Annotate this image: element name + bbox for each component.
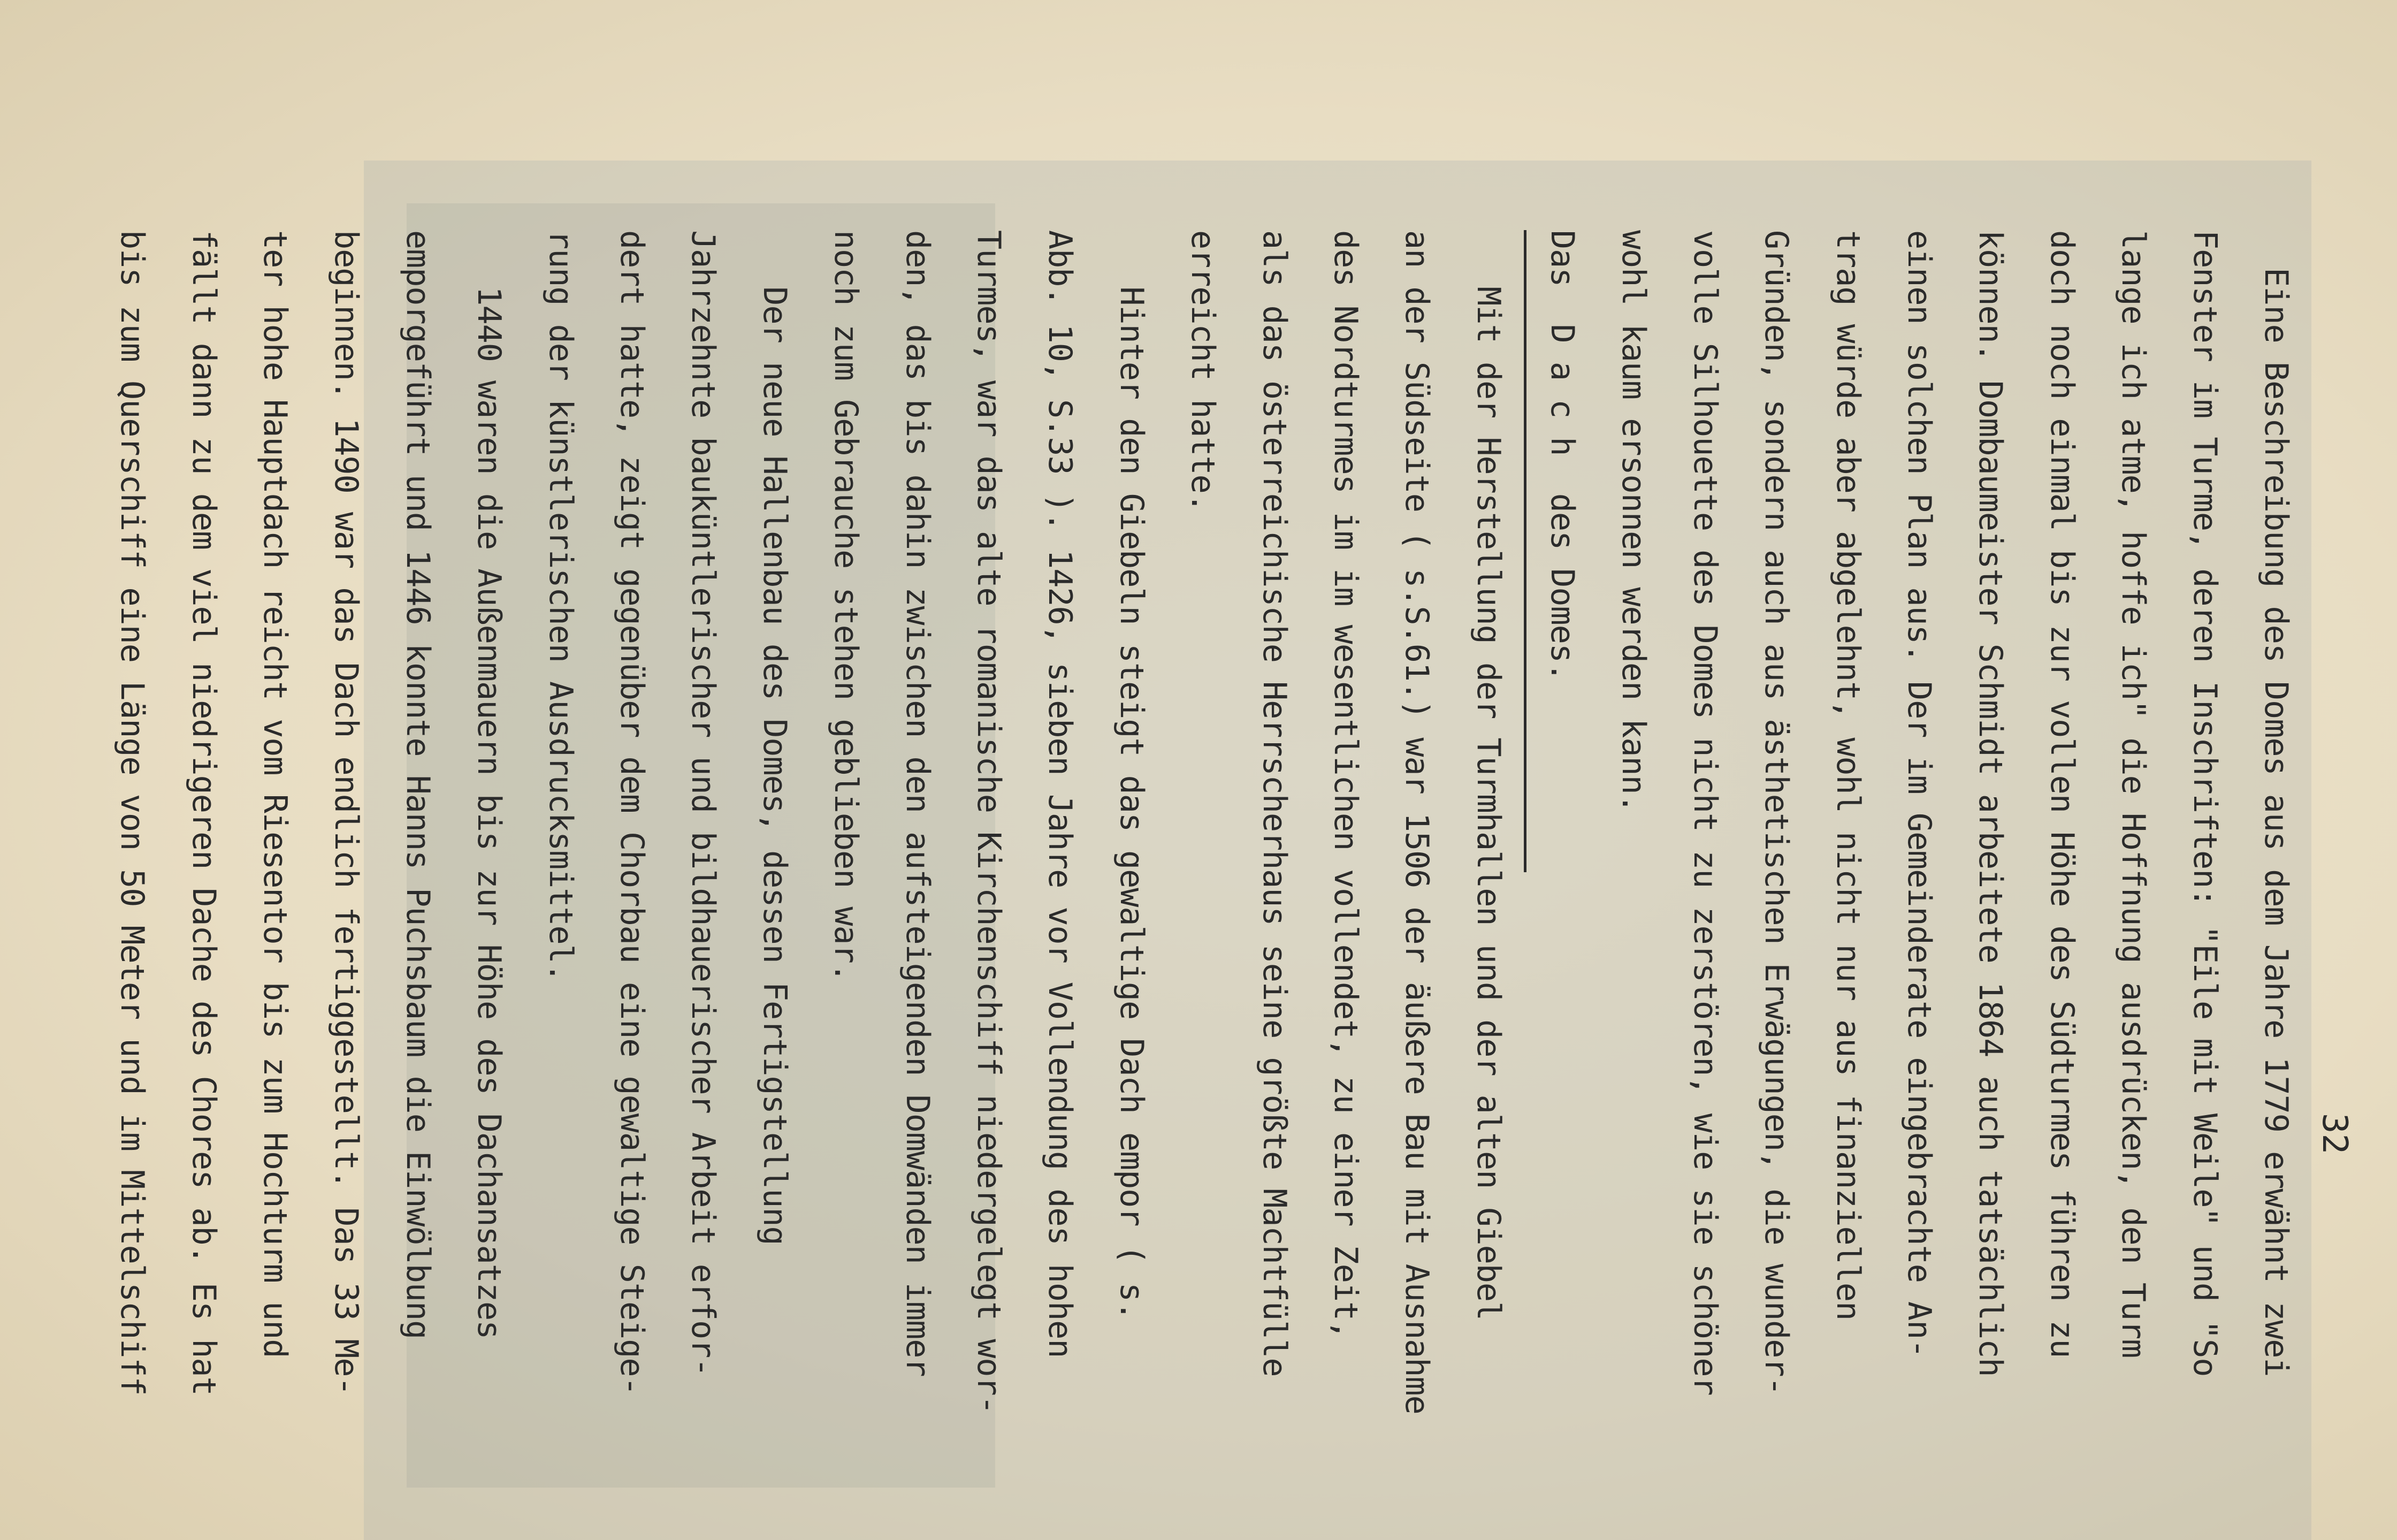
text-line: lange ich atme, hoffe ich" die Hoffnung ausdrücken, den Turm xyxy=(2114,230,2152,1358)
text-line: bis zum Querschiff eine Länge von 50 Meter und im Mittelschiff xyxy=(113,230,151,1396)
text-line: Eine Beschreibung des Domes aus dem Jahre 1779 erwähnt zwei xyxy=(2257,230,2295,1377)
text-line: noch zum Gebrauche stehen geblieben war. xyxy=(827,230,865,982)
text-line: rung der künstlerischen Ausdrucksmittel. xyxy=(541,230,579,982)
text-line: an der Südseite ( s.S.61.) war 1506 der äußere Bau mit Ausnahme xyxy=(1398,230,1436,1414)
text-line: können. Dombaumeister Schmidt arbeitete 1864 auch tatsächlich xyxy=(1972,230,2010,1377)
text-line: Der neue Hallenbau des Domes, dessen Fertigstellung xyxy=(755,230,793,1245)
text-line: emporgeführt und 1446 konnte Hanns Puchsbaum die Einwölbung xyxy=(399,230,437,1339)
text-line: doch noch einmal bis zur vollen Höhe des Südturmes führen zu xyxy=(2043,230,2081,1358)
text-line: ter hohe Hauptdach reicht vom Riesentor bis zum Hochturm und xyxy=(256,230,294,1358)
text-line: Gründen, sondern auch aus ästhetischen Erwägungen, die wunder- xyxy=(1758,230,1796,1396)
text-line: wohl kaum ersonnen werden kann. xyxy=(1615,230,1653,813)
page-number: 32 xyxy=(2315,1113,2354,1155)
text-line: erreicht hatte. xyxy=(1184,230,1222,512)
text-line: fällt dann zu dem viel niedrigeren Dache des Chores ab. Es hat xyxy=(185,230,223,1396)
text-line: Turmes, war das alte romanische Kirchenschiff niedergelegt wor- xyxy=(970,230,1007,1414)
text-line: Fenster im Turme, deren Inschriften: "Eile mit Weile" und "So xyxy=(2186,230,2224,1377)
text-line: beginnen. 1490 war das Dach endlich fertiggestellt. Das 33 Me- xyxy=(327,230,365,1396)
text-line: den, das bis dahin zwischen den aufsteigenden Domwänden immer xyxy=(898,230,936,1377)
text-line: Abb. 10, S.33 ). 1426, sieben Jahre vor Vollendung des hohen xyxy=(1041,230,1079,1358)
text-line: einen solchen Plan aus. Der im Gemeinderate eingebrachte An- xyxy=(1900,230,1938,1358)
page-text-block xyxy=(64,230,2311,1536)
text-line: Mit der Herstellung der Turmhallen und der alten Giebel xyxy=(1469,230,1507,1321)
text-line: Jahrzehnte bauküntlerischer und bildhauerischer Arbeit erfor- xyxy=(684,230,722,1377)
text-line: Hinter den Giebeln steigt das gewaltige Dach empor ( s. xyxy=(1112,230,1150,1321)
text-line: des Nordturmes im im wesentlichen vollendet, zu einer Zeit, xyxy=(1326,230,1364,1339)
text-line: als das österreichische Herrscherhaus seine größte Machtfülle xyxy=(1255,230,1293,1377)
text-line: trag würde aber abgelehnt, wohl nicht nur aus finanziellen xyxy=(1829,230,1867,1321)
text-line: dert hatte, zeigt gegenüber dem Chorbau eine gewaltige Steige- xyxy=(613,230,651,1396)
section-heading: Das D a c h des Domes. xyxy=(1524,230,1598,872)
text-line: volle Silhouette des Domes nicht zu zerstören, wie sie schöner xyxy=(1686,230,1724,1396)
text-line: 1440 waren die Außenmauern bis zur Höhe des Dachansatzes xyxy=(470,230,508,1339)
